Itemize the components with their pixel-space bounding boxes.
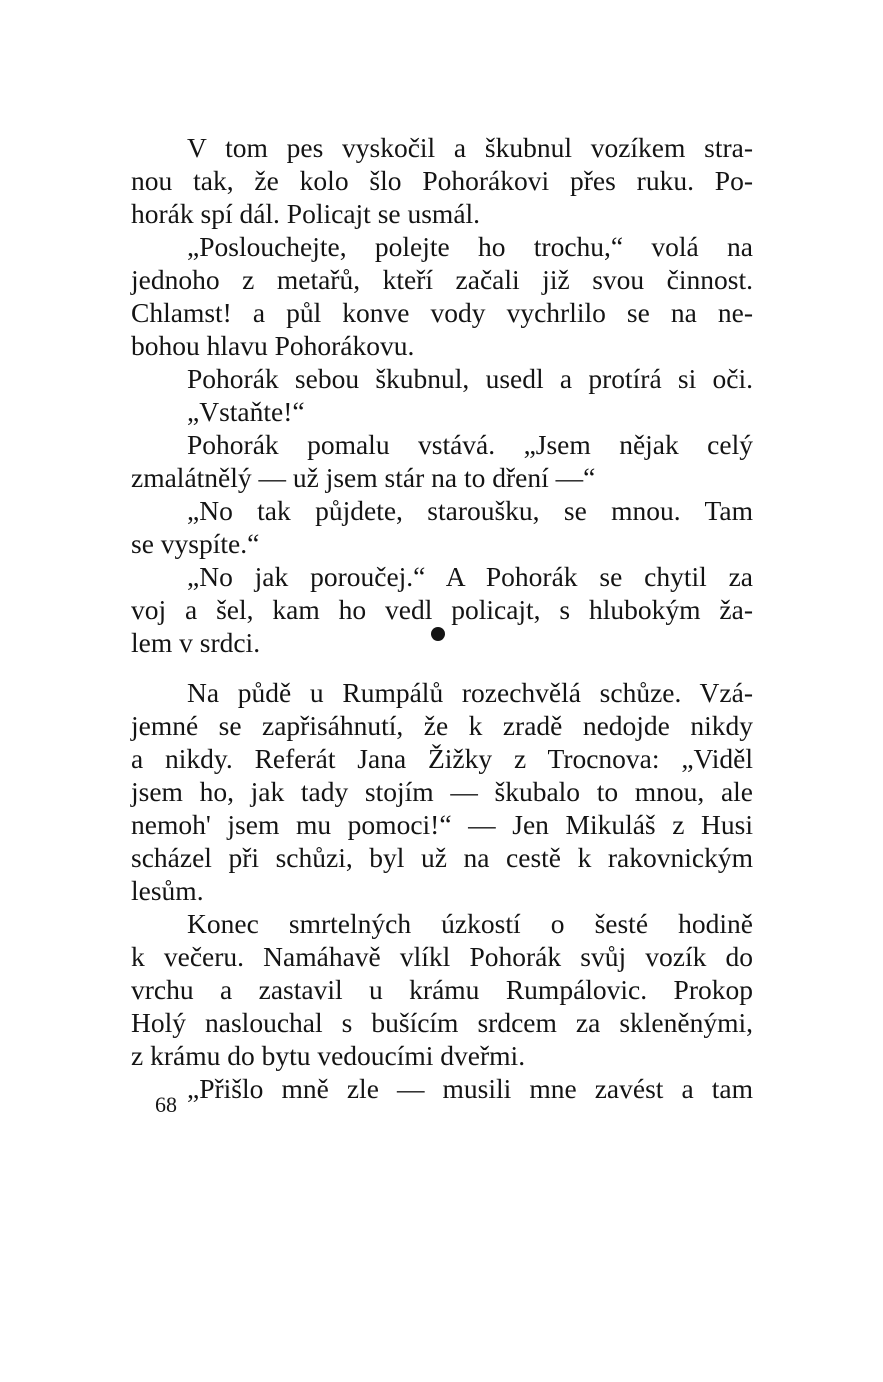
text-line: „No jak poroučej.“ A Pohorák se chytil za <box>187 561 753 592</box>
text-line: a nikdy. Referát Jana Žižky z Trocnova: „Viděl <box>131 743 753 774</box>
text-line: Holý naslouchal s bušícím srdcem za skleněnými, <box>131 1007 753 1038</box>
text-line: „Přišlo mně zle — musili mne zavést a tam <box>187 1073 753 1104</box>
text-line: vrchu a zastavil u krámu Rumpálovic. Prokop <box>131 974 753 1005</box>
text-line: „Vstaňte!“ <box>187 396 305 427</box>
text-line: „No tak půjdete, staroušku, se mnou. Tam <box>187 495 753 526</box>
text-line: Chlamst! a půl konve vody vychrlilo se na ne- <box>131 297 753 328</box>
text-line: Pohorák sebou škubnul, usedl a protírá si oči. <box>187 363 753 394</box>
text-line: scházel při schůzi, byl už na cestě k rakovnickým <box>131 842 753 873</box>
page-number: 68 <box>155 1092 177 1117</box>
text-line: lesům. <box>131 875 204 906</box>
text-section-1 <box>131 131 753 659</box>
text-line: zmalátnělý — už jsem stár na to dření —“ <box>131 462 596 493</box>
section-divider-dot <box>431 627 445 641</box>
text-line: V tom pes vyskočil a škubnul vozíkem stra- <box>187 132 753 163</box>
text-line: z krámu do bytu vedoucími dveřmi. <box>131 1040 526 1071</box>
text-section-2 <box>131 676 753 1105</box>
text-line: horák spí dál. Policajt se usmál. <box>131 198 481 229</box>
text-line: nou tak, že kolo šlo Pohorákovi přes ruku. Po- <box>131 165 753 196</box>
text-line: Konec smrtelných úzkostí o šesté hodině <box>187 908 753 939</box>
text-line: jsem ho, jak tady stojím — škubalo to mnou, ale <box>131 776 753 807</box>
text-line: bohou hlavu Pohorákovu. <box>131 330 415 361</box>
text-line: k večeru. Namáhavě vlíkl Pohorák svůj vozík do <box>131 941 753 972</box>
text-line: „Poslouchejte, polejte ho trochu,“ volá na <box>187 231 753 262</box>
text-line: se vyspíte.“ <box>131 528 260 559</box>
text-line: nemoh' jsem mu pomoci!“ — Jen Mikuláš z Husi <box>131 809 753 840</box>
text-line: lem v srdci. <box>131 627 261 658</box>
text-line: jemné se zapřisáhnutí, že k zradě nedojde nikdy <box>131 710 753 741</box>
text-line: Na půdě u Rumpálů rozechvělá schůze. Vzá- <box>187 677 753 708</box>
text-line: voj a šel, kam ho vedl policajt, s hlubokým ža- <box>131 594 753 625</box>
text-line: jednoho z metařů, kteří začali již svou činnost. <box>131 264 753 295</box>
text-line: Pohorák pomalu vstává. „Jsem nějak celý <box>187 429 753 460</box>
